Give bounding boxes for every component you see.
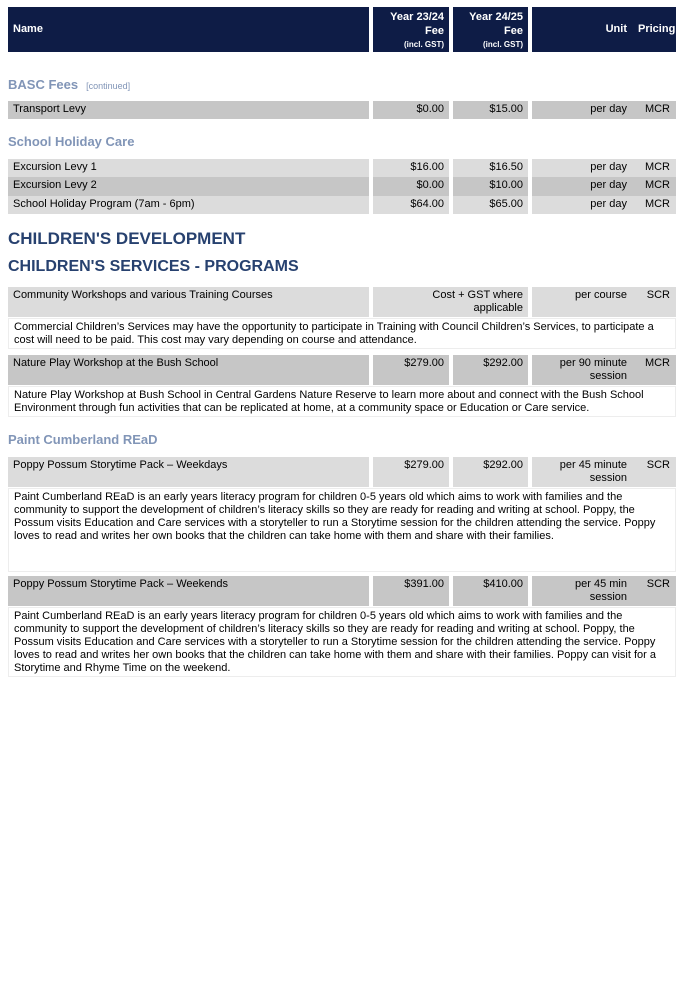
- unit-line2: session: [589, 472, 627, 484]
- row-pricing: MCR: [632, 196, 676, 214]
- desc-line: Nature Play Workshop at Bush School in Central Gardens Nature Reserve to learn more about and connect with the Bush School: [14, 389, 644, 401]
- desc-line: cost will need to be paid. This cost may vary depending on course and attendance.: [14, 334, 417, 346]
- row-fee2324: $391.00: [373, 576, 449, 606]
- holiday-section-title: School Holiday Care: [8, 134, 135, 149]
- header-year2324-column: [373, 7, 449, 52]
- header-unit-label: Unit: [605, 23, 627, 35]
- row-pricing: MCR: [632, 355, 676, 385]
- workshops-description: [8, 318, 676, 349]
- row-pricing: MCR: [632, 177, 676, 196]
- header-pricing-column: [632, 7, 676, 52]
- header-name-column: [8, 7, 369, 52]
- row-fee2425: $410.00: [453, 576, 528, 606]
- row-unit: per course: [532, 287, 632, 317]
- paint-section-title: Paint Cumberland REaD: [8, 432, 158, 447]
- weekends-description: [8, 607, 676, 677]
- desc-line: Paint Cumberland REaD is an early years literacy program for children 0-5 years old which aims to work with families and the: [14, 491, 623, 503]
- row-fee2324: $0.00: [373, 177, 449, 196]
- programs-section-title: CHILDREN'S SERVICES - PROGRAMS: [8, 258, 299, 275]
- row-name: Poppy Possum Storytime Pack – Weekdays: [8, 457, 369, 487]
- row-fee2324: $279.00: [373, 355, 449, 385]
- fee-line1: Cost + GST where: [432, 289, 523, 301]
- desc-line: Storytime and Rhyme Time on the weekend.: [14, 662, 231, 674]
- row-fee-combined: [373, 287, 528, 317]
- row-pricing: SCR: [632, 287, 676, 317]
- unit-line1: per 45 minute: [559, 459, 627, 471]
- row-fee2324: $279.00: [373, 457, 449, 487]
- row-fee2425: $16.50: [453, 159, 528, 177]
- desc-line: community to support the development of children’s literacy skills so they are ready for reading and writing at school. Poppy, the: [14, 623, 635, 635]
- row-pricing: MCR: [632, 159, 676, 177]
- row-unit: [532, 355, 632, 385]
- row-unit: per day: [532, 196, 632, 214]
- row-fee2425: $292.00: [453, 355, 528, 385]
- row-pricing: SCR: [632, 576, 676, 606]
- desc-line: Commercial Children’s Services may have the opportunity to participate in Training with Council Children’s Services, to participate a: [14, 321, 654, 333]
- header-year2324-line3: (incl. GST): [404, 40, 444, 49]
- desc-line: community to support the development of children’s literacy skills so they are ready for reading and writing at school. Poppy, the: [14, 504, 635, 516]
- row-name: Nature Play Workshop at the Bush School: [8, 355, 369, 385]
- row-fee2324: $0.00: [373, 101, 449, 119]
- row-name: Community Workshops and various Training Courses: [8, 287, 369, 317]
- desc-line: Possum visits Education and Care services with a storyteller to run a Storytime session for the children attending the service. Poppy: [14, 517, 656, 529]
- row-pricing: SCR: [632, 457, 676, 487]
- row-fee2324: $64.00: [373, 196, 449, 214]
- row-fee2324: $16.00: [373, 159, 449, 177]
- row-fee2425: $10.00: [453, 177, 528, 196]
- unit-line1: per 45 min: [575, 578, 627, 590]
- row-name: Transport Levy: [8, 101, 369, 119]
- row-fee2425: $65.00: [453, 196, 528, 214]
- header-year2324-line1: Year 23/24: [390, 11, 444, 23]
- header-name-label: Name: [13, 23, 43, 35]
- row-name: Excursion Levy 1: [8, 159, 369, 177]
- row-unit: per day: [532, 159, 632, 177]
- header-year2425-line2: Fee: [504, 25, 523, 37]
- row-unit: [532, 457, 632, 487]
- header-unit-column: [532, 7, 632, 52]
- desc-line: Possum visits Education and Care services with a storyteller to run a Storytime session for the children attending the service. Poppy: [14, 636, 656, 648]
- row-unit: [532, 576, 632, 606]
- header-year2425-column: [453, 7, 528, 52]
- desc-line: Environment through fun activities that can be replicated at home, at a community space or Education or Care service.: [14, 402, 590, 414]
- desc-line: loves to read and writes her own books that the children can take home with them and share with their families.: [14, 530, 554, 542]
- header-year2324-line2: Fee: [425, 25, 444, 37]
- desc-line: Paint Cumberland REaD is an early years literacy program for children 0-5 years old which aims to work with families and the: [14, 610, 623, 622]
- header-year2425-line3: (incl. GST): [483, 40, 523, 49]
- nature-description: [8, 386, 676, 417]
- fee-line2: applicable: [473, 302, 523, 314]
- header-year2425-line1: Year 24/25: [469, 11, 523, 23]
- development-section-title: CHILDREN'S DEVELOPMENT: [8, 229, 246, 248]
- unit-line2: session: [589, 370, 627, 382]
- unit-line2: session: [589, 591, 627, 603]
- basc-continued-label: [continued]: [86, 81, 131, 91]
- row-fee2425: $292.00: [453, 457, 528, 487]
- row-pricing: MCR: [632, 101, 676, 119]
- row-name: School Holiday Program (7am - 6pm): [8, 196, 369, 214]
- desc-line: loves to read and writes her own books that the children can take home with them and share with their families. Poppy can visit for a: [14, 649, 656, 661]
- row-name: Excursion Levy 2: [8, 177, 369, 196]
- basc-title: BASC Fees: [8, 77, 79, 92]
- row-unit: per day: [532, 177, 632, 196]
- header-pricing-label: Pricing: [638, 23, 676, 35]
- row-name: Poppy Possum Storytime Pack – Weekends: [8, 576, 369, 606]
- row-fee2425: $15.00: [453, 101, 528, 119]
- row-unit: per day: [532, 101, 632, 119]
- unit-line1: per 90 minute: [559, 357, 627, 369]
- basc-section-title: [8, 77, 130, 92]
- weekdays-description: [8, 488, 676, 572]
